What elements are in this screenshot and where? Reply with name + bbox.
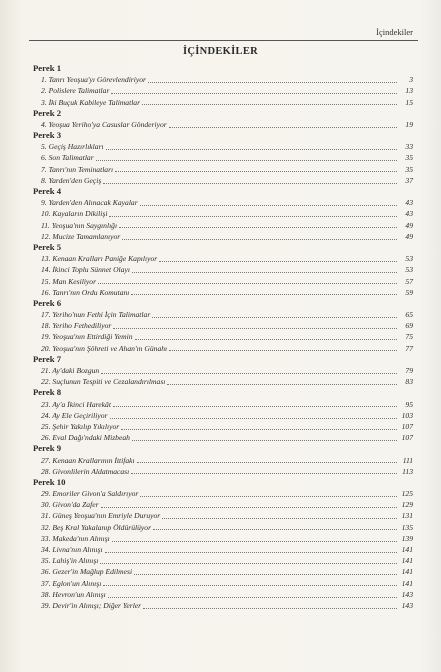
dot-leader [98,283,397,284]
toc-entry-page: 135 [401,522,413,532]
toc-entry-title: 5. Geçiş Hazırlıkları [41,142,104,152]
toc-entry-title: 27. Kenaan Krallarının İttifakı [41,455,135,465]
chapter-heading: Perek 4 [33,186,62,197]
toc-entry-page: 141 [401,545,413,555]
chapter-heading: Perek 1 [33,63,62,73]
toc-entry-title: 1. Tanrı Yeoşua'yı Görevlendiriyor [41,75,146,85]
toc-entry [33,544,413,555]
toc-entry-title: 13. Kenaan Kralları Paniğe Kapılıyor [41,254,158,264]
toc-entry [33,522,413,533]
toc-entry-title: 2. Polislere Talimatlar [41,86,110,96]
toc-entry [33,74,413,85]
chapter-heading: Perek 2 [33,107,62,118]
dot-leader [142,104,397,105]
toc-entry [33,309,413,320]
dot-leader [169,127,397,128]
toc-entry-title: 36. Gezer'in Mağlup Edilmesi [41,567,133,577]
toc-entry-title: 38. Hevron'un Alınışı [41,589,106,599]
toc-entry [33,410,413,421]
dot-leader [132,272,397,273]
toc-entry [33,376,413,387]
running-head: İçindekiler [376,27,413,37]
toc-entry [33,488,413,499]
toc-entry-title: 14. İkinci Toplu Sünnet Olayı [41,265,130,275]
toc-entry-page: 107 [401,433,413,443]
toc-entry-page: 53 [405,254,413,264]
dot-leader [140,205,397,206]
toc-entry-title: 23. Ay'a İkinci Harekât [41,399,111,409]
toc-entry-page: 33 [405,142,413,152]
dot-leader [101,373,397,374]
toc-entry [33,276,413,287]
dot-leader [113,328,397,329]
toc-entry-page: 37 [405,175,413,185]
dot-leader [153,529,397,530]
toc-entry-page: 3 [409,75,413,85]
toc-entry [33,589,413,600]
toc-entry-page: 107 [401,421,413,431]
toc-entry [33,421,413,432]
toc-entry-page: 13 [405,86,413,96]
toc-entry-page: 49 [405,220,413,230]
toc-entry-page: 143 [401,589,413,599]
toc-entry [33,455,413,466]
chapter-heading: Perek 3 [33,130,62,141]
toc-entry-title: 35. Lahiş'in Alınışı [41,556,99,566]
dot-leader [110,418,397,419]
toc-entry-title: 18. Yeriho Fethediliyor [41,321,112,331]
dot-leader [101,507,397,508]
toc-entry-title: 37. Eglon'un Alınışı [41,578,102,588]
toc-entry [33,97,413,108]
dot-leader [167,384,397,385]
toc-entry-page: 69 [405,321,413,331]
toc-entry-title: 30. Givon'da Zafer [41,500,99,510]
toc-entry-page: 19 [405,119,413,129]
dot-leader [152,317,397,318]
toc-entry [33,566,413,577]
toc-entry-title: 21. Ay'daki Bozgun [41,366,100,376]
toc-entry-page: 129 [401,500,413,510]
dot-leader [131,473,397,474]
table-of-contents [33,63,413,611]
toc-entry [33,533,413,544]
toc-entry-page: 125 [401,489,413,499]
toc-entry-page: 83 [405,377,413,387]
toc-entry-title: 9. Yarden'den Alınacak Kayalar [41,198,138,208]
toc-entry-title: 12. Mucize Tamamlanıyor [41,231,121,241]
toc-entry-page: 15 [405,97,413,107]
dot-leader [169,350,397,351]
dot-leader [140,496,397,497]
toc-entry [33,119,413,130]
toc-entry [33,264,413,275]
toc-entry-title: 34. Livna'nın Alınışı [41,545,103,555]
toc-entry [33,287,413,298]
toc-entry-title: 26. Eval Dağı'ndaki Mizbeah [41,433,130,443]
toc-entry-title: 24. Ay Ele Geçiriliyor [41,410,108,420]
toc-entry [33,164,413,175]
toc-entry-title: 39. Devir'in Alınışı; Diğer Yerler [41,600,142,610]
dot-leader [112,541,397,542]
toc-entry-title: 29. Emoriler Givon'a Saldırıyor [41,489,139,499]
dot-leader [162,518,397,519]
toc-entry-page: 143 [401,600,413,610]
header-rule [29,40,418,41]
toc-entry-page: 131 [401,511,413,521]
toc-entry [33,365,413,376]
dot-leader [115,171,397,172]
toc-entry [33,555,413,566]
toc-entry [33,208,413,219]
dot-leader [119,227,397,228]
chapter-heading: Perek 9 [33,443,62,454]
chapter-heading: Perek 7 [33,353,62,364]
toc-entry-title: 31. Güneş Yeoşua'nın Emriyle Duruyor [41,511,161,521]
dot-leader [103,183,397,184]
toc-entry [33,253,413,264]
toc-entry-title: 32. Beş Kral Yakalanıp Öldürülüyor [41,522,152,532]
toc-entry [33,511,413,522]
toc-entry-page: 35 [405,153,413,163]
dot-leader [159,261,397,262]
toc-entry-title: 19. Yeoşua'nın Ettirdiği Yemin [41,332,133,342]
dot-leader [106,149,397,150]
toc-entry [33,141,413,152]
dot-leader [135,339,398,340]
toc-entry-title: 33. Makeda'nın Alınışı [41,533,110,543]
dot-leader [105,552,397,553]
toc-entry [33,600,413,611]
toc-entry-page: 141 [401,556,413,566]
toc-entry-title: 3. İki Buçuk Kabileye Talimatlar [41,97,141,107]
toc-entry-page: 103 [401,410,413,420]
toc-entry-title: 7. Tanrı'nın Teminatları [41,164,114,174]
toc-entry-page: 43 [405,198,413,208]
dot-leader [108,597,397,598]
dot-leader [132,440,397,441]
toc-entry [33,578,413,589]
toc-entry-page: 53 [405,265,413,275]
chapter-heading: Perek 10 [33,476,66,487]
chapter-heading: Perek 6 [33,297,62,308]
toc-entry-title: 6. Son Talimatlar [41,153,94,163]
toc-entry-page: 49 [405,231,413,241]
dot-leader [148,82,397,83]
toc-entry [33,220,413,231]
toc-entry-title: 25. Şehir Yakılıp Yıkılıyor [41,421,120,431]
toc-entry-page: 141 [401,567,413,577]
toc-entry [33,432,413,443]
dot-leader [103,585,397,586]
toc-entry-title: 28. Givonlilerin Aldatmacası [41,466,130,476]
toc-entry [33,175,413,186]
dot-leader [137,462,397,463]
toc-entry [33,466,413,477]
dot-leader [109,216,397,217]
toc-entry-page: 77 [405,343,413,353]
toc-entry [33,231,413,242]
toc-entry [33,499,413,510]
toc-entry [33,85,413,96]
dot-leader [131,294,397,295]
toc-entry-page: 59 [405,287,413,297]
toc-entry-page: 79 [405,366,413,376]
toc-entry-title: 8. Yarden'den Geçiş [41,175,102,185]
toc-entry-page: 113 [402,466,413,476]
toc-entry-title: 16. Tanrı'nın Ordu Komutanı [41,287,130,297]
toc-entry-title: 22. Suçlunun Tespiti ve Cezalandırılması [41,377,166,387]
chapter-heading: Perek 5 [33,242,62,252]
toc-entry-page: 43 [405,209,413,219]
toc-entry [33,153,413,164]
toc-entry [33,343,413,354]
dot-leader [100,563,397,564]
toc-title: İÇİNDEKİLER [182,46,259,57]
toc-entry-title: 4. Yeoşua Yeriho'ya Casuslar Gönderiyor [41,119,167,129]
toc-entry-title: 15. Man Kesiliyor [41,276,97,286]
dot-leader [113,406,397,407]
dot-leader [121,429,397,430]
toc-entry-title: 17. Yeriho'nun Fethi İçin Talimatlar [41,310,151,320]
toc-entry-title: 20. Yeoşua'nın Şöhreti ve Ahan'ın Günahı [41,343,168,353]
dot-leader [143,608,397,609]
toc-entry-page: 95 [405,399,413,409]
dot-leader [111,93,397,94]
toc-entry [33,320,413,331]
dot-leader [134,574,397,575]
toc-entry-page: 139 [401,533,413,543]
toc-entry [33,399,413,410]
toc-entry [33,197,413,208]
toc-entry-page: 65 [405,310,413,320]
toc-entry-title: 11. Yeoşua'nın Saygınlığı [41,220,118,230]
dot-leader [96,160,397,161]
toc-entry-page: 141 [401,578,413,588]
toc-entry-page: 35 [405,164,413,174]
toc-entry [33,332,413,343]
toc-entry-page: 57 [405,276,413,286]
toc-entry-page: 75 [405,332,413,342]
toc-entry-page: 111 [402,455,413,465]
dot-leader [122,239,397,240]
chapter-heading: Perek 8 [33,387,62,398]
toc-entry-title: 10. Kayaların Dikilişi [41,209,108,219]
